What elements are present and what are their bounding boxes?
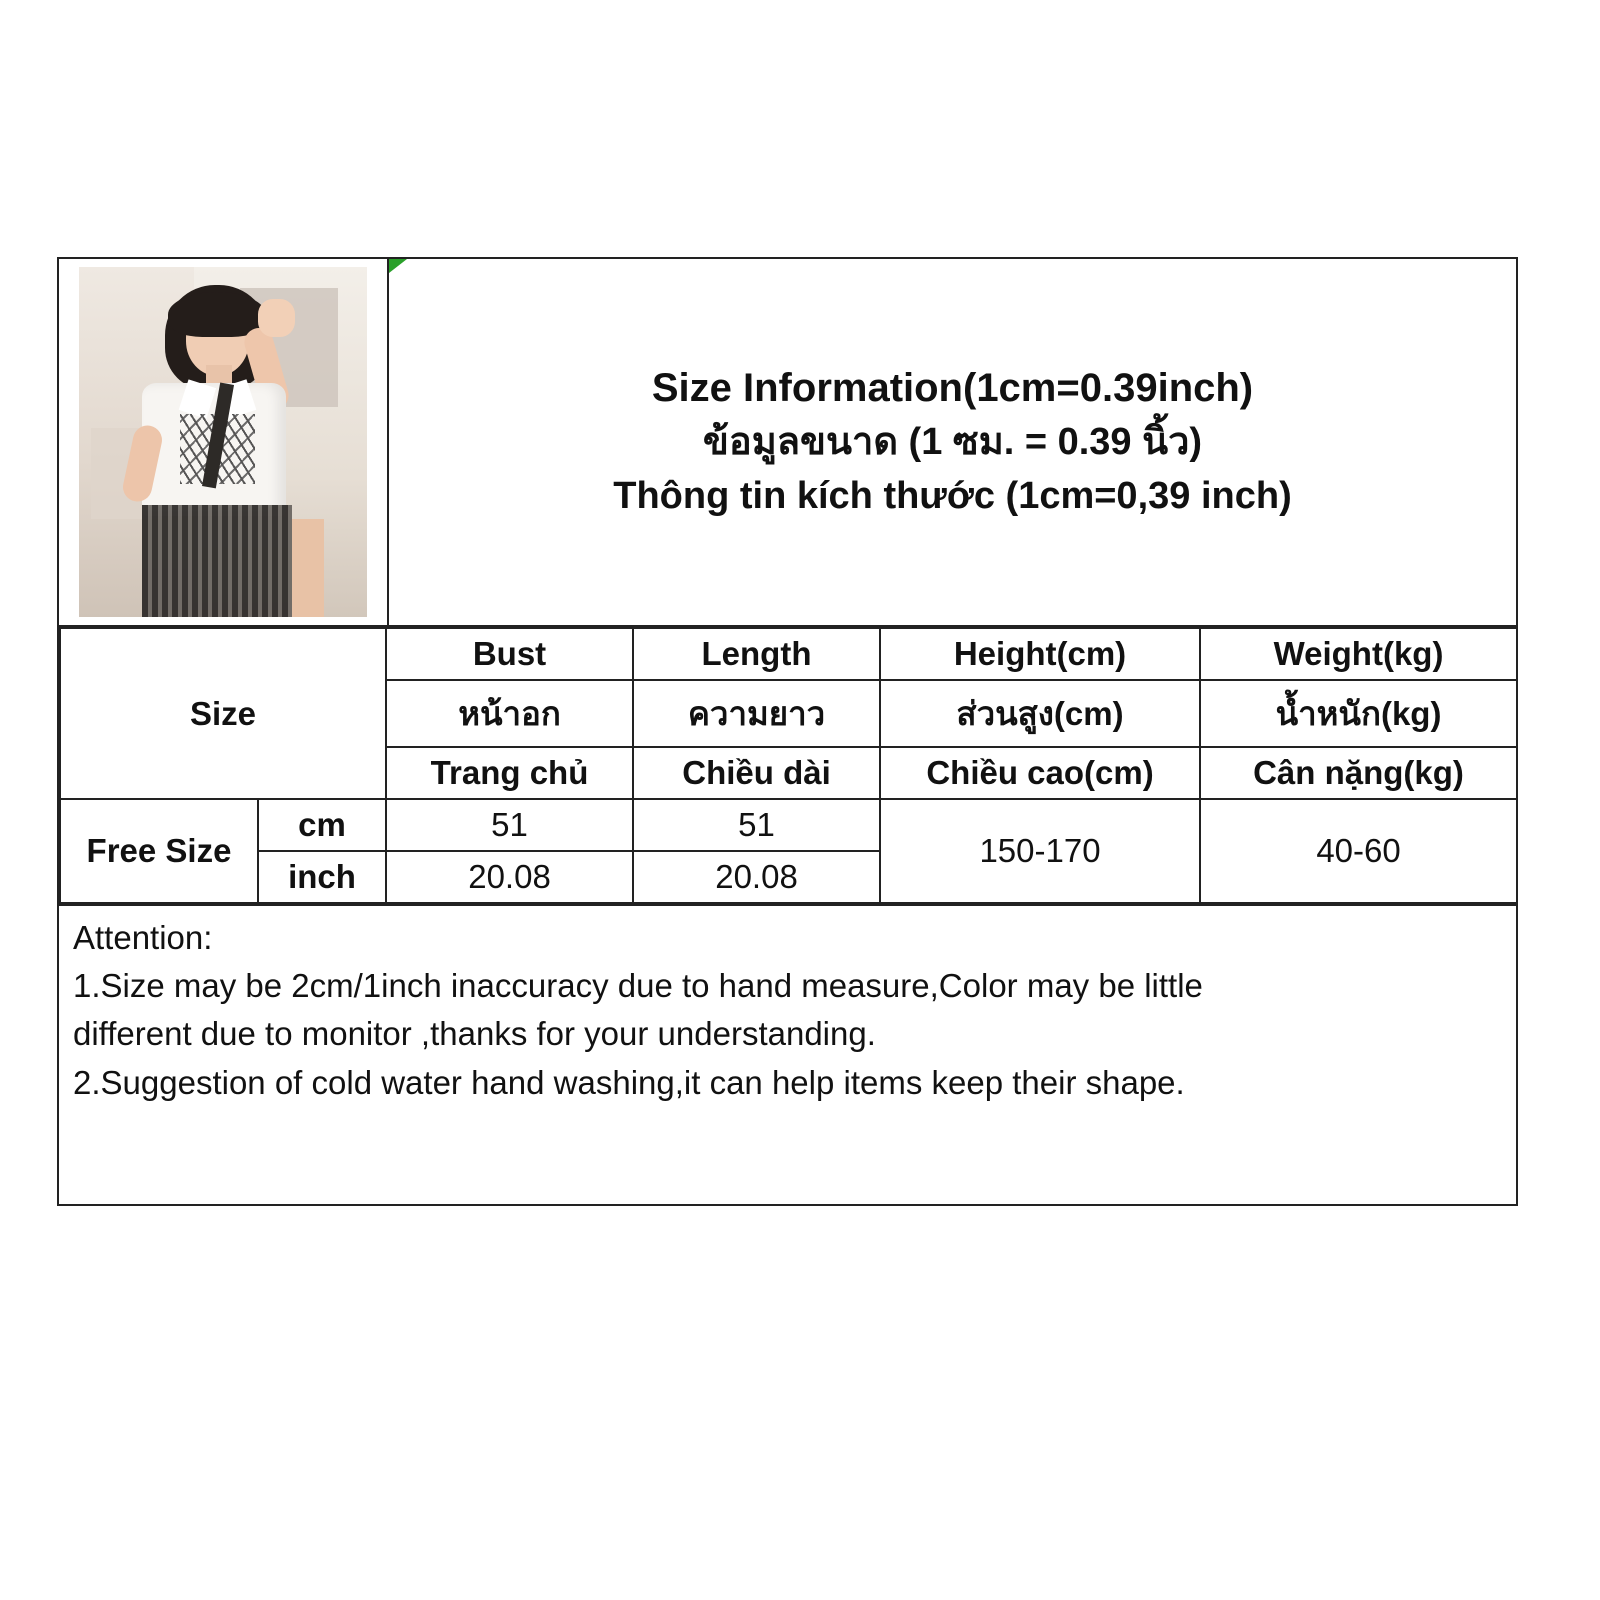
attention-note-1a: 1.Size may be 2cm/1inch inaccuracy due to hand measure,Color may be little xyxy=(73,967,1203,1005)
table-row-headers-en xyxy=(60,628,1517,680)
value-bust-inch: 20.08 xyxy=(386,851,633,903)
unit-inch: inch xyxy=(258,851,386,903)
value-weight-range: 40-60 xyxy=(1200,799,1517,903)
value-bust-cm: 51 xyxy=(386,799,633,851)
header-weight-th: น้ำหนัก(kg) xyxy=(1200,680,1517,747)
header-height-vi: Chiều cao(cm) xyxy=(880,747,1200,799)
header-length-vi: Chiều dài xyxy=(633,747,880,799)
model-leg xyxy=(292,519,324,617)
size-table xyxy=(59,627,1518,904)
attention-section xyxy=(59,904,1516,1204)
free-size-label: Free Size xyxy=(60,799,258,903)
unit-cm: cm xyxy=(258,799,386,851)
title-line-vietnamese: Thông tin kích thước (1cm=0,39 inch) xyxy=(613,475,1292,518)
value-height-range: 150-170 xyxy=(880,799,1200,903)
model-skirt xyxy=(142,505,292,617)
header-weight-vi: Cân nặng(kg) xyxy=(1200,747,1517,799)
model-photo xyxy=(79,267,367,617)
size-label-cell: Size xyxy=(60,628,386,799)
header-length-en: Length xyxy=(633,628,880,680)
title-cell xyxy=(389,259,1516,625)
header-height-th: ส่วนสูง(cm) xyxy=(880,680,1200,747)
green-corner-marker-icon xyxy=(389,259,407,273)
header-bust-vi: Trang chủ xyxy=(386,747,633,799)
value-length-cm: 51 xyxy=(633,799,880,851)
title-line-english: Size Information(1cm=0.39inch) xyxy=(651,365,1254,410)
header-bust-en: Bust xyxy=(386,628,633,680)
attention-heading: Attention: xyxy=(73,919,213,956)
header-bust-th: หน้าอก xyxy=(386,680,633,747)
attention-note-2: 2.Suggestion of cold water hand washing,it can help items keep their shape. xyxy=(73,1063,1185,1101)
model-hand xyxy=(258,299,295,338)
size-chart-container xyxy=(57,257,1518,1206)
value-length-inch: 20.08 xyxy=(633,851,880,903)
chart-header-row xyxy=(59,259,1516,627)
title-line-thai: ข้อมูลขนาด (1 ซม. = 0.39 นิ้ว) xyxy=(702,421,1203,464)
product-photo-cell xyxy=(59,259,389,625)
header-weight-en: Weight(kg) xyxy=(1200,628,1517,680)
table-row-cm xyxy=(60,799,1517,851)
header-length-th: ความยาว xyxy=(633,680,880,747)
header-height-en: Height(cm) xyxy=(880,628,1200,680)
attention-note-1b: different due to monitor ,thanks for your understanding. xyxy=(73,1015,876,1053)
